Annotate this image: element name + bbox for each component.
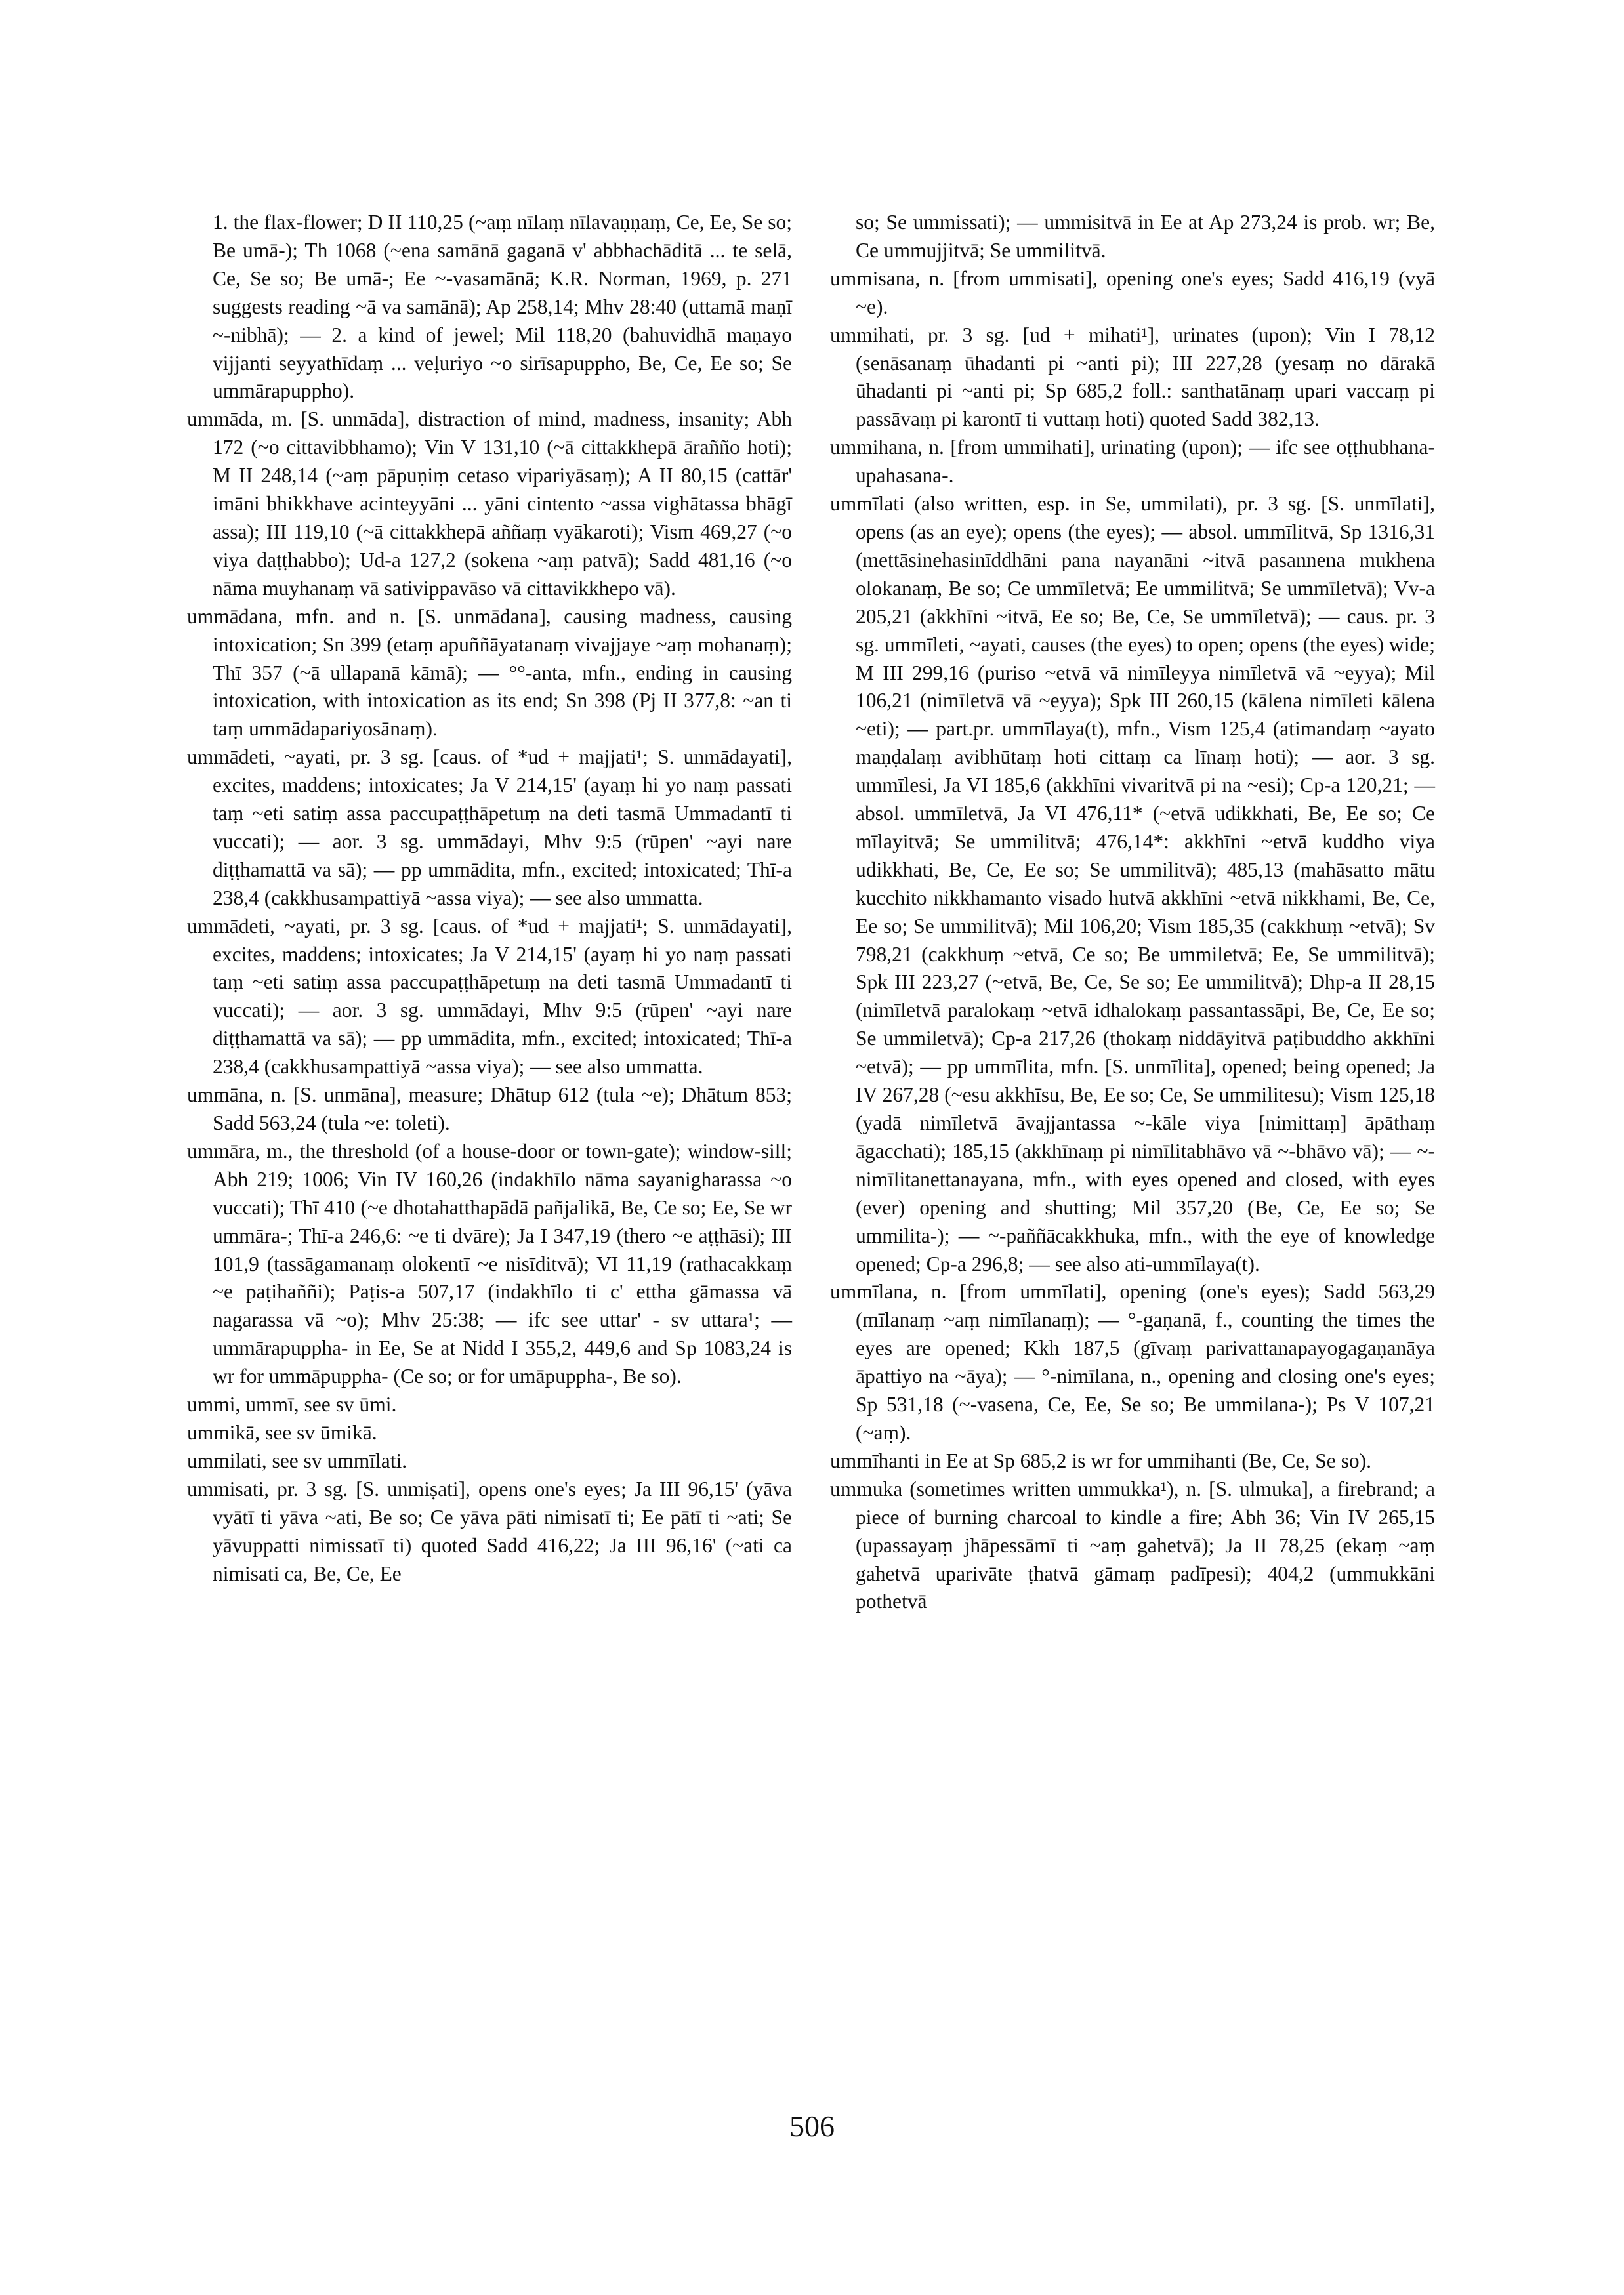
entry-continuation: 1. the flax-flower; D II 110,25 (~aṃ nīlaṃ nīlavaṇṇaṃ, Ce, Ee, Se so; Be umā-); Th 1068 (~ena samānā gaganā v' abbhachāditā ... te selā, Ce, Se so; Be umā-; Ee ~-vasamānā; K.R. Norman, 1969, p. 271 suggests reading ~ā va samānā); Ap 258,14; Mhv 28:40 (uttamā maṇī ~-nibhā); — 2. a kind of jewel; Mil 118,20 (bahuvidhā maṇayo vijjanti seyyathīdaṃ ... veḷuriyo ~o sirīsapuppho, Be, Ce, Ee so; Se ummārapuppho). <box>213 211 792 403</box>
entry-ummihanti: ummīhanti in Ee at Sp 685,2 is wr for ummihanti (Be, Ce, Se so). <box>830 1449 1372 1472</box>
entry-ummi: ummi, ummī, see sv ūmi. <box>187 1393 397 1416</box>
right-column <box>830 209 1435 1616</box>
entry-ummika: ummikā, see sv ūmikā. <box>187 1420 377 1444</box>
entry-ummadeti-1: ummādeti, ~ayati, pr. 3 sg. [caus. of *ud + majjati¹; S. unmādayati], excites, maddens; intoxicates; Ja V 214,15' (ayaṃ hi yo naṃ passati taṃ ~eti satiṃ assa paccupaṭṭhāpetuṃ na deti tasmā Ummadantī ti vuccati); — aor. 3 sg. ummādayi, Mhv 9:5 (rūpen' ~ayi nare diṭṭhamattā va sā); — pp ummādita, mfn., excited; intoxicated; Thī-a 238,4 (cakkhusampattiyā ~assa viya); — see also ummatta. <box>187 745 792 909</box>
page-number: 506 <box>789 2109 835 2143</box>
entry-ummadana: ummādana, mfn. and n. [S. unmādana], causing madness, causing intoxication; Sn 399 (etaṃ apuññāyatanaṃ vivajjaye ~aṃ mohanaṃ); Thī 357 (~ā ullapanā kāmā); — °°-anta, mfn., ending in causing intoxication, with intoxication as its end; Sn 398 (Pj II 377,8: ~an ti taṃ ummādapariyosānaṃ). <box>187 604 792 741</box>
entry-ummadeti-2: ummādeti, ~ayati, pr. 3 sg. [caus. of *ud + majjati¹; S. unmādayati], excites, maddens; intoxicates; Ja V 214,15' (ayaṃ hi yo naṃ passati taṃ ~eti satiṃ assa paccupaṭṭhāpetuṃ na deti tasmā Ummadantī ti vuccati); — aor. 3 sg. ummādayi, Mhv 9:5 (rūpen' ~ayi nare diṭṭhamattā va sā); — pp ummādita, mfn., excited; intoxicated; Thī-a 238,4 (cakkhusampattiyā ~assa viya); — see also ummatta. <box>187 914 792 1079</box>
entry-ummuka: ummuka (sometimes written ummukka¹), n. [S. ulmuka], a firebrand; a piece of burning charcoal to kindle a fire; Abh 36; Vin IV 265,15 (upassayaṃ jhāpessāmī ti ~aṃ gahetvā); Ja II 78,25 (ekaṃ ~aṃ gahetvā uparivāte ṭhatvā gāmaṃ padīpesi); 404,2 (ummukkāni pothetvā <box>830 1477 1435 1613</box>
entry-ummada: ummāda, m. [S. unmāda], distraction of mind, madness, insanity; Abh 172 (~o cittavibbhamo); Vin V 131,10 (~ā cittakkhepā ārañño hoti); M II 248,14 (~aṃ pāpuṇiṃ cetaso vipariyāsaṃ); A II 80,15 (cattār' imāni bhikkhave acinteyyāni ... yāni cintento ~assa vighātassa bhāgī assa); III 119,10 (~ā cittakkhepā aññaṃ vyākaroti); Vism 469,27 (~o viya daṭṭhabbo); Ud-a 127,2 (sokena ~aṃ patvā); Sadd 481,16 (~o nāma muyhanaṃ vā sativippavāso vā cittavikkhepo vā). <box>187 407 792 600</box>
entry-continuation: so; Se ummissati); — ummisitvā in Ee at Ap 273,24 is prob. wr; Be, Ce ummujjitvā; Se ummilitvā. <box>856 211 1435 262</box>
entry-ummilati: ummīlati (also written, esp. in Se, ummilati), pr. 3 sg. [S. unmīlati], opens (as an eye); opens (the eyes); — absol. ummīlitvā, Sp 1316,31 (mettāsinehasinīddhāni pana nayanāni ~itvā pasannena mukhena olokanaṃ, Be so; Ce ummīletvā; Ee ummilitvā; Se ummīletvā); Vv-a 205,21 (akkhīni ~itvā, Ee so; Be, Ce, Se ummīletvā); — caus. pr. 3 sg. ummīleti, ~ayati, causes (the eyes) to open; opens (the eyes) wide; M III 299,16 (puriso ~etvā vā nimīleyya nimīletvā vā ~eyya); Mil 106,21 (nimīletvā vā ~eyya); Spk III 260,15 (kālena nimīleti kālena ~eti); — part.pr. ummīlaya(t), mfn., Vism 125,4 (atimandaṃ ~ayato maṇḍalaṃ avibhūtaṃ hoti cittaṃ ca līnaṃ hoti); — aor. 3 sg. ummīlesi, Ja VI 185,6 (akkhīni vivaritvā pi na ~esi); Cp-a 120,21; — absol. ummīletvā, Ja VI 476,11* (~etvā udikkhati, Be, Ee so; Ce mīlayitvā; Se ummilitvā; 476,14*: akkhīni ~etvā kuddho viya udikkhati, Be, Ce, Ee so; Se ummilitvā); 485,13 (mahāsatto mātu kucchito nikkhamanto visado hutvā akkhīni ~etvā nikkhami, Be, Ce, Ee so; Se ummilitvā); Mil 106,20; Vism 185,35 (cakkhuṃ ~etvā); Sv 798,21 (cakkhuṃ ~etvā, Ce so; Be ummiletvā; Ee, Se ummilitvā); Spk III 223,27 (~etvā, Be, Ce, Se so; Ee ummilitvā); Dhp-a II 28,15 (nimīletvā paralokaṃ ~etvā idhalokaṃ passantassāpi, Be, Ce, Ee so; Se ummiletvā); Cp-a 217,26 (thokaṃ niddāyitvā paṭibuddho akkhīni ~etvā); — pp ummīlita, mfn. [S. unmīlita], opened; being opened; Ja IV 267,28 (~esu akkhīsu, Be, Ee so; Ce, Se ummilitesu); Vism 125,18 (yadā nimīletvā āvajjantassa ~-kāle viya [nimittaṃ] āpāthaṃ āgacchati); 185,15 (akkhīnaṃ pi nimīlitabhāvo vā ~-bhāvo vā); — ~-nimīlitanettanayana, mfn., with eyes opened and closed, with eyes (ever) opening and shutting; Mil 357,20 (Be, Ce, Ee so; Se ummilita-); — ~-paññācakkhuka, mfn., with the eye of knowledge opened; Cp-a 296,8; — see also ati-ummīlaya(t). <box>830 492 1435 1275</box>
entry-ummilana: ummīlana, n. [from ummīlati], opening (one's eyes); Sadd 563,29 (mīlanaṃ ~aṃ nimīlanaṃ); — °-gaṇanā, f., counting the times the eyes are opened; Kkh 187,5 (gīvaṃ parivattanapayogagaṇanāya āpattiyo na ~āya); — °-nimīlana, n., opening and closing one's eyes; Sp 531,18 (~-vasena, Ce, Ee, Se so; Be ummilana-); Ps V 107,21 (~aṃ). <box>830 1280 1435 1444</box>
entry-ummilati-xref: ummilati, see sv ummīlati. <box>187 1449 407 1472</box>
entry-ummisana: ummisana, n. [from ummisati], opening one's eyes; Sadd 416,19 (vyā ~e). <box>830 266 1435 318</box>
left-column <box>187 209 792 1588</box>
entry-ummara: ummāra, m., the threshold (of a house-door or town-gate); window-sill; Abh 219; 1006; Vin IV 160,26 (indakhīlo nāma sayanigharassa ~o vuccati); Thī 410 (~e dhotahatthapādā pañjalikā, Be, Ce so; Ee, Se wr ummāra-; Thī-a 246,6: ~e ti dvāre); Ja I 347,19 (thero ~e aṭṭhāsi); III 101,9 (tassāgamanaṃ olokentī ~e nisīditvā); VI 11,19 (rathacakkaṃ ~e paṭihaññi); Paṭis-a 507,17 (indakhīlo ti c' ettha gāmassa vā nagarassa vā ~o); Mhv 25:38; — ifc see uttar' - sv uttara¹; — ummārapuppha- in Ee, Se at Nidd I 355,2, 449,6 and Sp 1083,24 is wr for ummāpuppha- (Ce so; or for umāpuppha-, Be so). <box>187 1139 792 1388</box>
entry-ummihati: ummihati, pr. 3 sg. [ud + mihati¹], urinates (upon); Vin I 78,12 (senāsanaṃ ūhadanti pi ~anti pi); III 227,28 (yesaṃ no dārakā ūhadanti pi ~anti pi; Sp 685,2 foll.: santhatānaṃ upari vaccaṃ pi passāvaṃ pi karontī ti vuttaṃ hoti) quoted Sadd 382,13. <box>830 323 1435 431</box>
entry-ummisati: ummisati, pr. 3 sg. [S. unmiṣati], opens one's eyes; Ja III 96,15' (yāva vyātī ti yāva ~ati, Be so; Ce yāva pāti nimisatī ti; Ee pātī ti ~ati; Se yāvuppatti nimissatī ti) quoted Sadd 416,22; Ja III 96,16' (~ati ca nimisati ca, Be, Ce, Ee <box>187 1477 792 1585</box>
entry-ummihana: ummihana, n. [from ummihati], urinating (upon); — ifc see oṭṭhubhana-upahasana-. <box>830 436 1435 487</box>
entry-ummana: ummāna, n. [S. unmāna], measure; Dhātup 612 (tula ~e); Dhātum 853; Sadd 563,24 (tula ~e: toleti). <box>187 1083 792 1134</box>
